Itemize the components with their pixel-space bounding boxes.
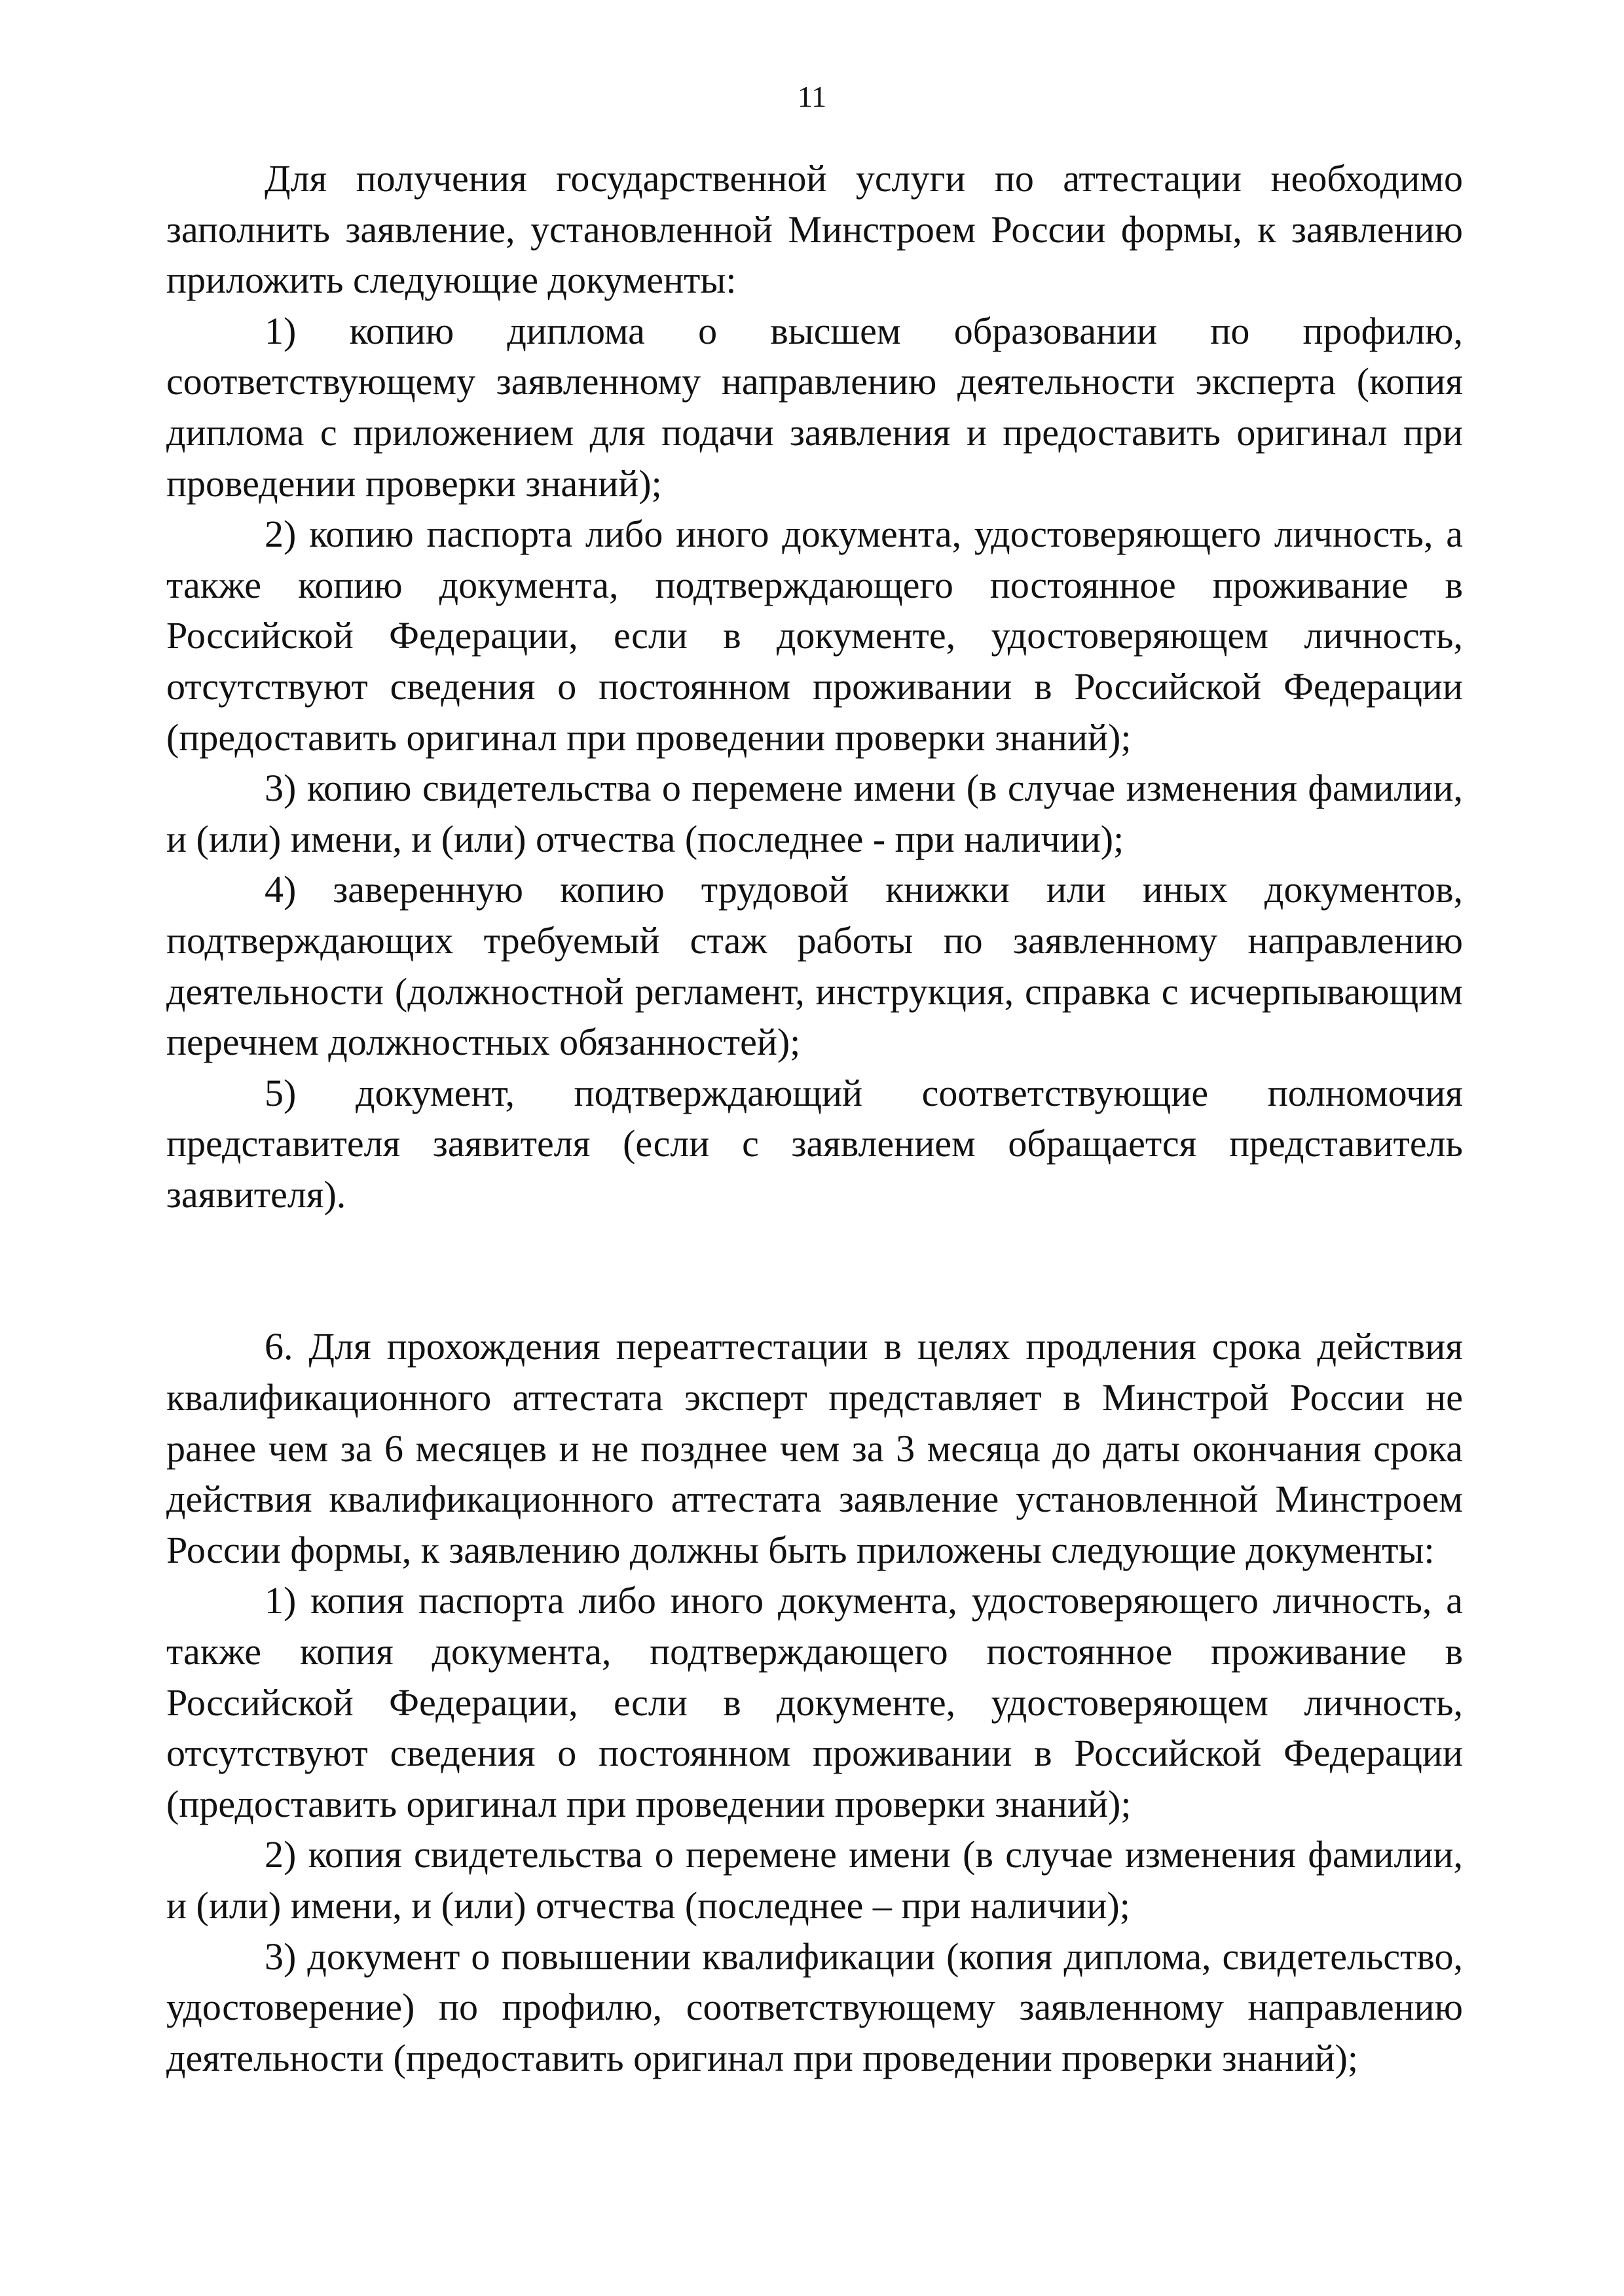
section2-item-2: 2) копия свидетельства о перемене имени (в случае изменения фамилии, и (или) имени, и (или) отчества (последнее – при наличии); (166, 1833, 1463, 1927)
section1-item-2: 2) копию паспорта либо иного документа, удостоверяющего личность, а также копию документа, подтверждающего постоянное проживание в Российской Федерации, если в документе, удостоверяющем личность, отсутствуют сведения о постоянном проживании в Российской Федерации (предоставить оригинал при проведении проверки знаний); (166, 513, 1463, 759)
section2-item-1: 1) копия паспорта либо иного документа, удостоверяющего личность, а также копия документа, подтверждающего постоянное проживание в Российской Федерации, если в документе, удостоверяющем личность, отсутствуют сведения о постоянном проживании в Российской Федерации (предоставить оригинал при проведении проверки знаний); (166, 1579, 1463, 1825)
section1-item-1: 1) копию диплома о высшем образовании по профилю, соответствующему заявленному направлению деятельности эксперта (копия диплома с приложением для подачи заявления и предоставить оригинал при проведении проверки знаний); (166, 309, 1463, 505)
section2-item-3: 3) документ о повышении квалификации (копия диплома, свидетельство, удостоверение) по профилю, соответствующему заявленному направлению деятельности (предоставить оригинал при проведении проверки знаний); (166, 1935, 1463, 2079)
section1-item-3: 3) копию свидетельства о перемене имени (в случае изменения фамилии, и (или) имени, и (или) отчества (последнее - при наличии); (166, 767, 1463, 860)
page-number: 11 (797, 80, 827, 113)
section1-item-5: 5) документ, подтверждающий соответствующие полномочия представителя заявителя (если с заявлением обращается представитель заявителя). (166, 1071, 1463, 1216)
section1-intro-paragraph: Для получения государственной услуги по аттестации необходимо заполнить заявление, установленной Минстроем России формы, к заявлению приложить следующие документы: (166, 157, 1463, 302)
section1-item-4: 4) заверенную копию трудовой книжки или иных документов, подтверждающих требуемый стаж работы по заявленному направлению деятельности (должностной регламент, инструкция, справка с исчерпывающим перечнем должностных обязанностей); (166, 868, 1463, 1064)
document-body (166, 153, 1463, 2083)
paragraph-gap (166, 1220, 1463, 1321)
section2-intro-paragraph: 6. Для прохождения переаттестации в целях продления срока действия квалификационного аттестата эксперт представляет в Минстрой России не ранее чем за 6 месяцев и не позднее чем за 3 месяца до даты окончания срока действия квалификационного аттестата заявление установленной Минстроем России формы, к заявлению должны быть приложены следующие документы: (166, 1325, 1463, 1571)
